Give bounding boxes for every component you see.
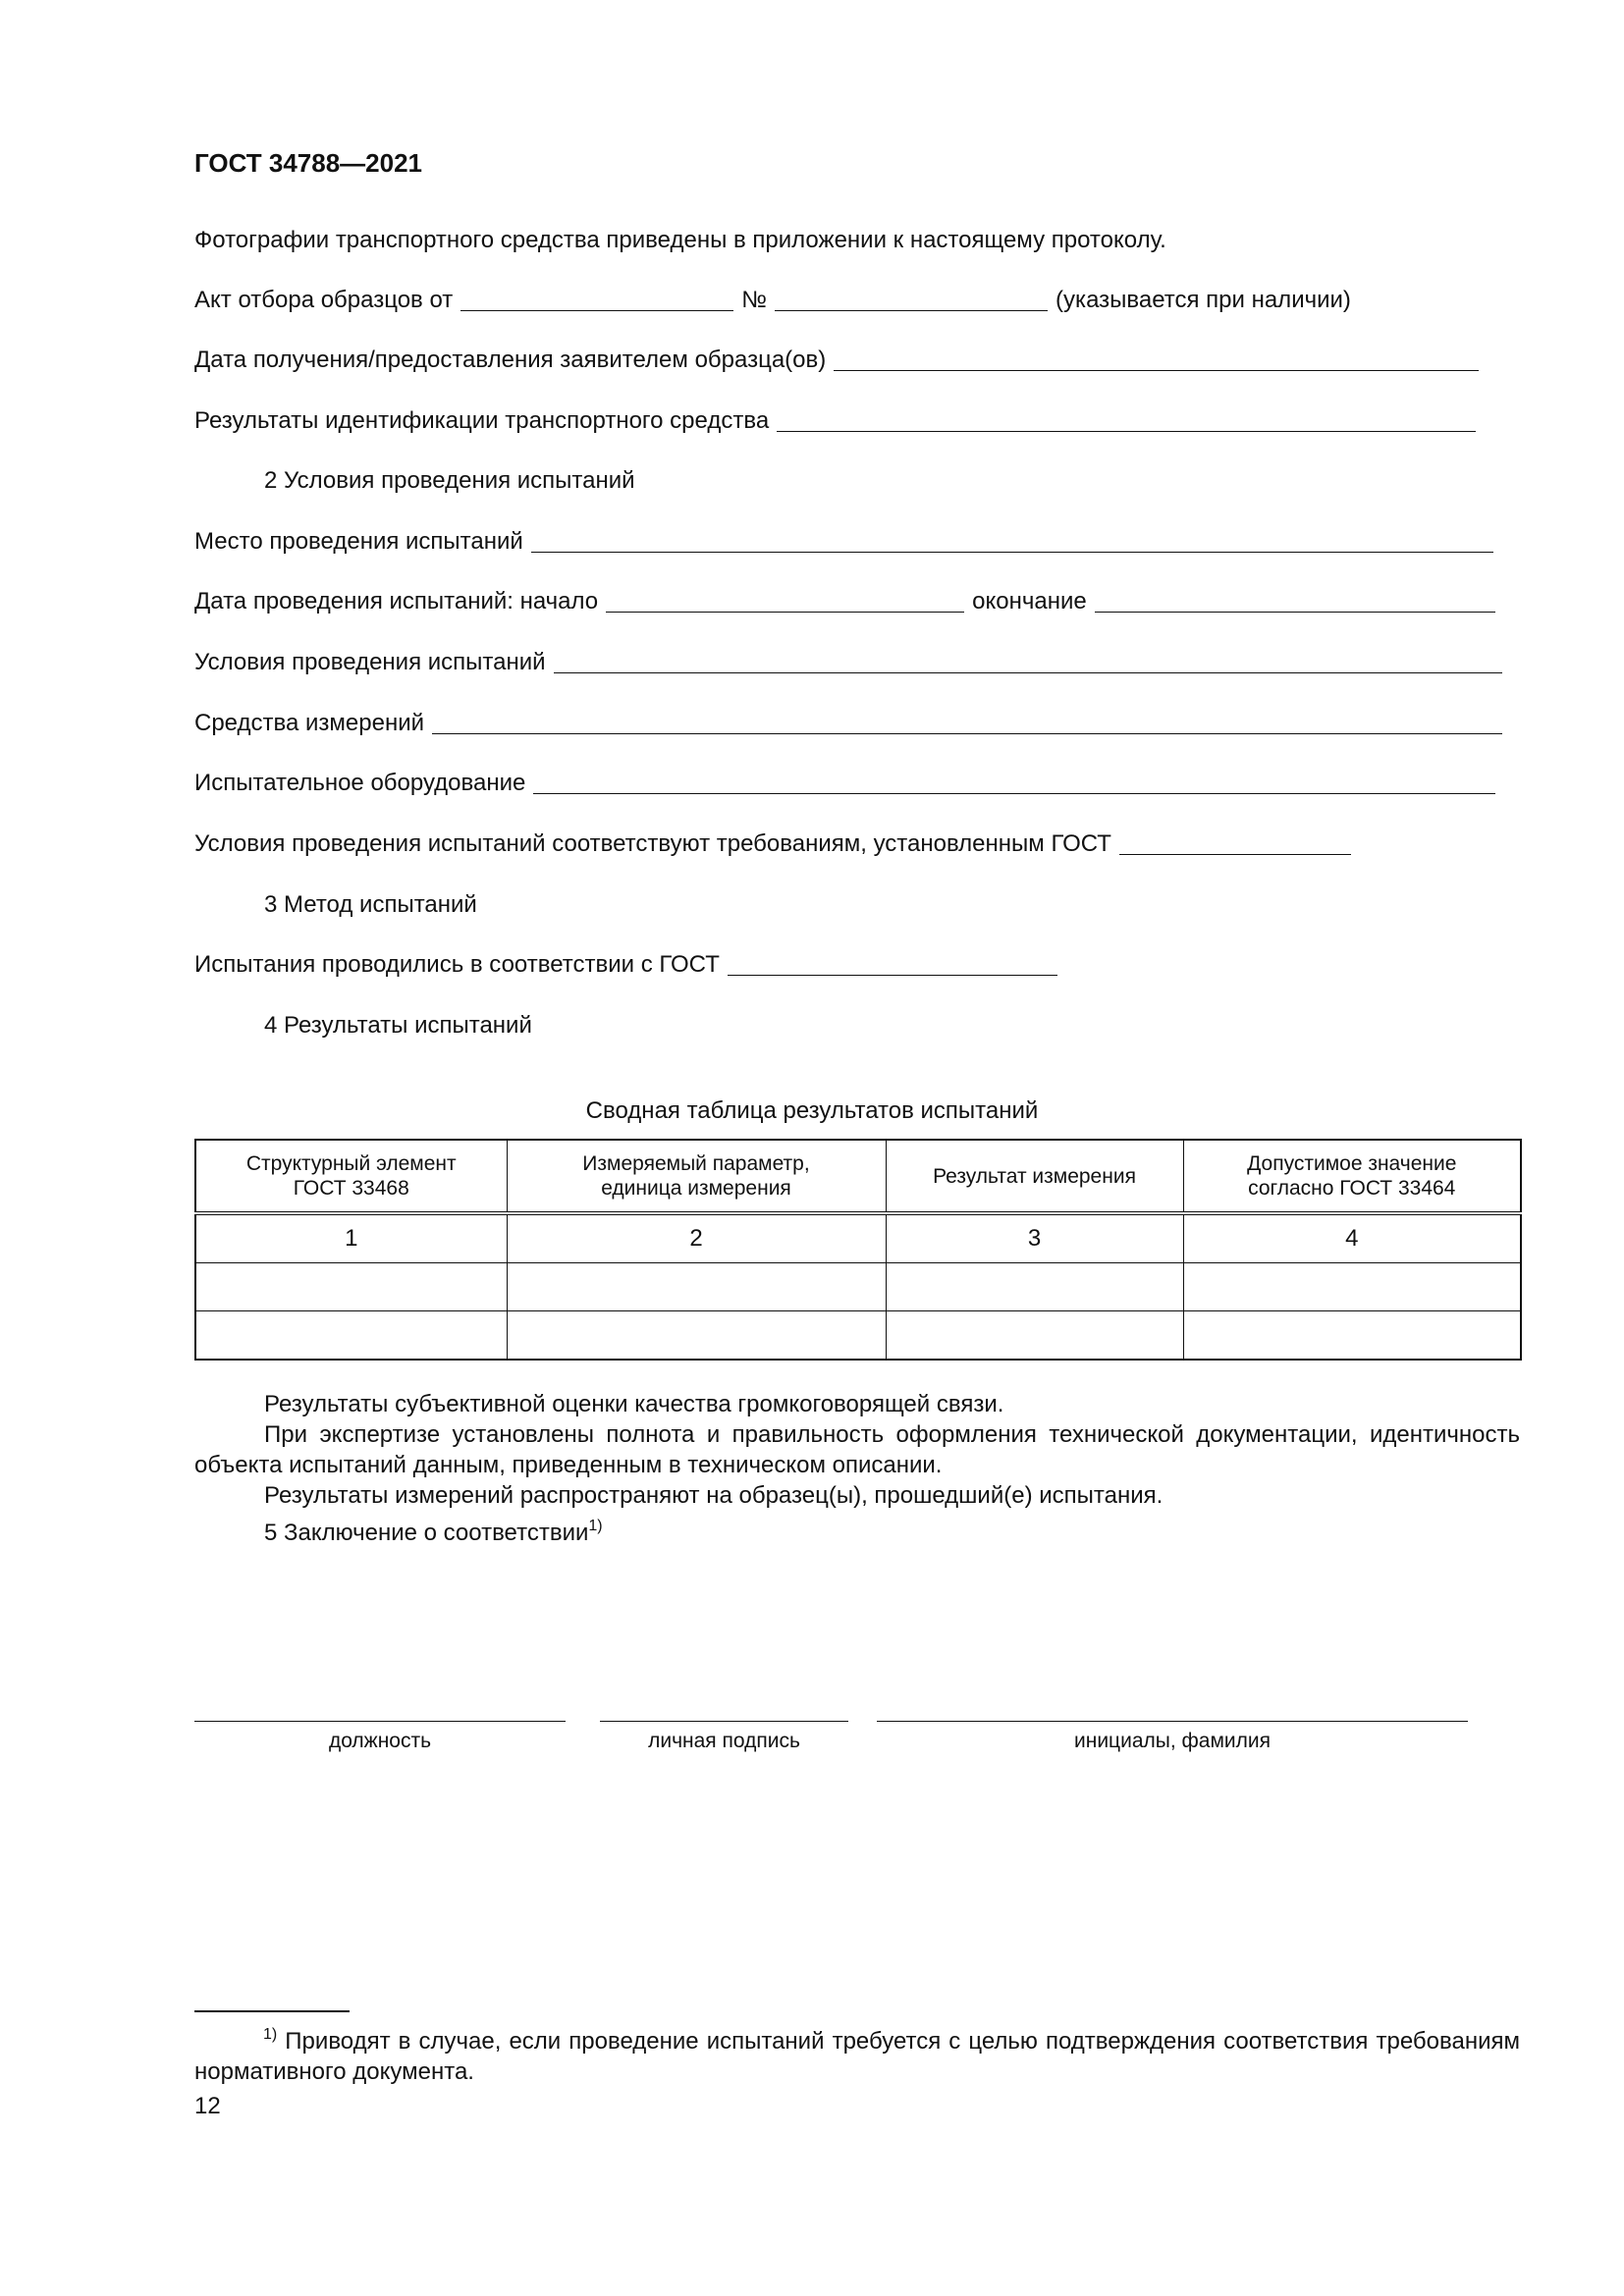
- sample-act-row: [194, 284, 1351, 315]
- sample-act-number-sign: №: [741, 287, 768, 313]
- position-signature-line[interactable]: [194, 1721, 566, 1722]
- footnote: [194, 2019, 1520, 2087]
- measuring-means-label: Средства измерений: [194, 710, 425, 736]
- photos-text: Фотографии транспортного средства приведены в приложении к настоящему протоколу.: [194, 227, 1166, 253]
- table-cell[interactable]: [507, 1311, 886, 1361]
- header-measurement-result: Результат измерения: [886, 1140, 1183, 1213]
- sample-act-number-field[interactable]: [775, 289, 1048, 311]
- test-equipment-row: [194, 767, 1495, 798]
- receipt-date-field[interactable]: [834, 348, 1479, 371]
- test-place-row: [194, 525, 1493, 557]
- table-row: [195, 1263, 1521, 1311]
- personal-signature-line[interactable]: [600, 1721, 848, 1722]
- table-header-row: [195, 1140, 1521, 1213]
- footnote-mark: 1): [263, 2026, 278, 2043]
- test-start-date-field[interactable]: [606, 590, 964, 613]
- column-number-row: [195, 1213, 1521, 1263]
- page-number: 12: [194, 2093, 221, 2119]
- column-number: 2: [507, 1213, 886, 1263]
- table-cell[interactable]: [195, 1263, 507, 1311]
- identification-label: Результаты идентификации транспортного средства: [194, 407, 770, 434]
- test-conditions-field[interactable]: [554, 651, 1502, 673]
- method-row: [194, 948, 1057, 980]
- test-dates-row: [194, 585, 1495, 616]
- test-equipment-field[interactable]: [533, 772, 1495, 794]
- position-label: должность: [328, 1730, 432, 1752]
- receipt-date-row: [194, 344, 1479, 375]
- test-conditions-row: [194, 646, 1502, 677]
- column-number: 3: [886, 1213, 1183, 1263]
- header-measured-parameter: Измеряемый параметр, единица измерения: [507, 1140, 886, 1213]
- name-label: инициалы, фамилия: [1074, 1730, 1271, 1752]
- results-paragraph-1: Результаты субъективной оценки качества громкоговорящей связи.: [264, 1391, 1004, 1417]
- results-table: [194, 1139, 1522, 1361]
- header-permissible-value: Допустимое значение согласно ГОСТ 33464: [1183, 1140, 1521, 1213]
- table-caption: Сводная таблица результатов испытаний: [585, 1097, 1039, 1124]
- section-5-heading: 5 Заключение о соответствии$^{1)}$: [264, 1518, 603, 1546]
- section-2-heading: 2 Условия проведения испытаний: [264, 467, 635, 494]
- header-structural-element: Структурный элемент ГОСТ 33468: [195, 1140, 507, 1213]
- column-number: 4: [1183, 1213, 1521, 1263]
- section-3-heading: 3 Метод испытаний: [264, 891, 477, 918]
- footnote-divider: [194, 2010, 350, 2012]
- identification-field[interactable]: [777, 409, 1476, 432]
- sample-act-label: Акт отбора образцов от: [194, 287, 454, 313]
- test-end-date-field[interactable]: [1095, 590, 1495, 613]
- table-row: [195, 1311, 1521, 1361]
- footnote-reference[interactable]: 1): [588, 1518, 603, 1534]
- sample-act-date-field[interactable]: [460, 289, 733, 311]
- table-cell[interactable]: [507, 1263, 886, 1311]
- test-dates-start-label: Дата проведения испытаний: начало: [194, 588, 599, 614]
- test-place-label: Место проведения испытаний: [194, 528, 523, 555]
- table-cell[interactable]: [195, 1311, 507, 1361]
- table-cell[interactable]: [1183, 1263, 1521, 1311]
- footnote-text: Приводят в случае, если проведение испытаний требуется с целью подтверждения соответствия требованиям нормативного документа.: [194, 2028, 1520, 2085]
- test-conditions-label: Условия проведения испытаний: [194, 649, 546, 675]
- measuring-means-row: [194, 707, 1502, 738]
- conditions-compliance-row: [194, 828, 1351, 859]
- sample-act-note: (указывается при наличии): [1056, 287, 1351, 313]
- section-4-heading: 4 Результаты испытаний: [264, 1012, 532, 1039]
- results-paragraph-3: Результаты измерений распространяют на образец(ы), прошедший(е) испытания.: [264, 1482, 1164, 1509]
- signature-label: личная подпись: [648, 1730, 800, 1752]
- table-cell[interactable]: [886, 1263, 1183, 1311]
- document-title: ГОСТ 34788—2021: [194, 148, 422, 178]
- photos-line: [194, 224, 1166, 255]
- column-number: 1: [195, 1213, 507, 1263]
- receipt-date-label: Дата получения/предоставления заявителем образца(ов): [194, 347, 827, 373]
- results-paragraph-2: При экспертизе установлены полнота и правильность оформления технической документации, идентичность объекта испытаний данным, приведенным в техническом описании.: [194, 1421, 1520, 1478]
- measuring-means-field[interactable]: [432, 712, 1502, 734]
- test-equipment-label: Испытательное оборудование: [194, 770, 526, 796]
- table-cell[interactable]: [1183, 1311, 1521, 1361]
- conditions-compliance-field[interactable]: [1119, 832, 1351, 855]
- conditions-compliance-label: Условия проведения испытаний соответствуют требованиям, установленным ГОСТ: [194, 830, 1111, 857]
- table-cell[interactable]: [886, 1311, 1183, 1361]
- name-signature-line[interactable]: [877, 1721, 1468, 1722]
- identification-row: [194, 404, 1476, 436]
- test-place-field[interactable]: [531, 530, 1493, 553]
- test-dates-end-label: окончание: [972, 588, 1087, 614]
- method-field[interactable]: [728, 953, 1057, 976]
- method-label: Испытания проводились в соответствии с ГОСТ: [194, 951, 720, 978]
